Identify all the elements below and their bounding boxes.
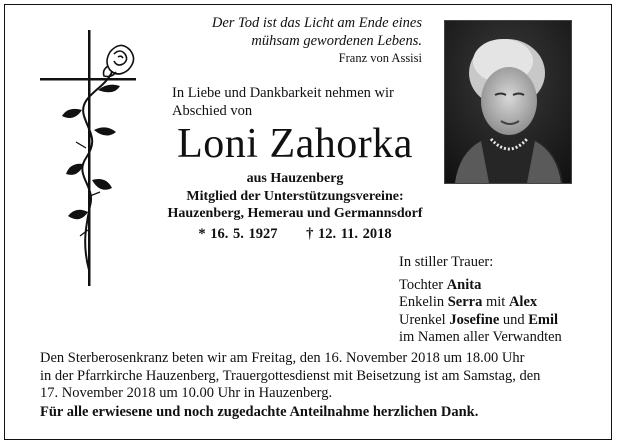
connector-text: mit — [485, 294, 506, 310]
quote-line-1: Der Tod ist das Licht am Ende eines — [211, 15, 422, 31]
mourner-name: Anita — [446, 276, 482, 293]
death-date: † 12. 11. 2018 — [306, 226, 392, 242]
cross-with-rose-icon — [38, 30, 138, 290]
notice-line-1: Den Sterberosenkranz beten wir am Freitag, den 16. November 2018 um 18.00 Uhr — [40, 350, 525, 366]
portrait-photo — [444, 20, 572, 184]
notice-line-2: in der Pfarrkirche Hauzenberg, Trauergottesdienst mit Beisetzung ist am Samstag, den — [40, 367, 541, 384]
mourner-others: im Namen aller Verwandten — [399, 329, 562, 345]
mourner-name: Emil — [528, 311, 559, 328]
connector-text: und — [502, 311, 525, 328]
intro-text — [172, 84, 412, 120]
deceased-details — [150, 170, 440, 223]
mourner-name: Josefine — [449, 311, 500, 328]
intro-line-1: In Liebe und Dankbarkeit nehmen wir — [172, 85, 394, 101]
deceased-name: Loni Zahorka — [177, 121, 413, 167]
mourner-name: Serra — [447, 294, 483, 310]
mourner-great-grandchildren — [399, 312, 599, 330]
origin-line: aus Hauzenberg — [246, 171, 344, 186]
quote-author: Franz von Assisi — [338, 51, 422, 65]
epitaph-quote — [150, 14, 422, 67]
notice-line-3: 17. November 2018 um 10.00 Uhr in Hauzenberg. — [40, 385, 333, 401]
intro-line-2: Abschied von — [172, 103, 253, 119]
role-label: Enkelin — [399, 294, 445, 310]
membership-line-2: Hauzenberg, Hemerau und Germannsdorf — [167, 206, 423, 221]
role-label: Tochter — [399, 276, 444, 293]
membership-line-1: Mitglied der Unterstützungsvereine: — [186, 188, 404, 204]
mourners-list — [399, 254, 599, 347]
quote-line-2: mühsam gewordenen Lebens. — [251, 33, 422, 49]
service-notice — [40, 350, 580, 403]
role-label: Urenkel — [399, 311, 446, 328]
mourner-grandchild — [399, 294, 599, 312]
life-dates — [150, 226, 440, 243]
mourner-name: Alex — [508, 294, 538, 310]
birth-date: * 16. 5. 1927 — [198, 226, 278, 242]
mourners-heading: In stiller Trauer: — [399, 254, 494, 270]
mourner-daughter — [399, 277, 599, 295]
thanks-line: Für alle erwiesene und noch zugedachte Anteilnahme herzlichen Dank. — [40, 404, 479, 420]
